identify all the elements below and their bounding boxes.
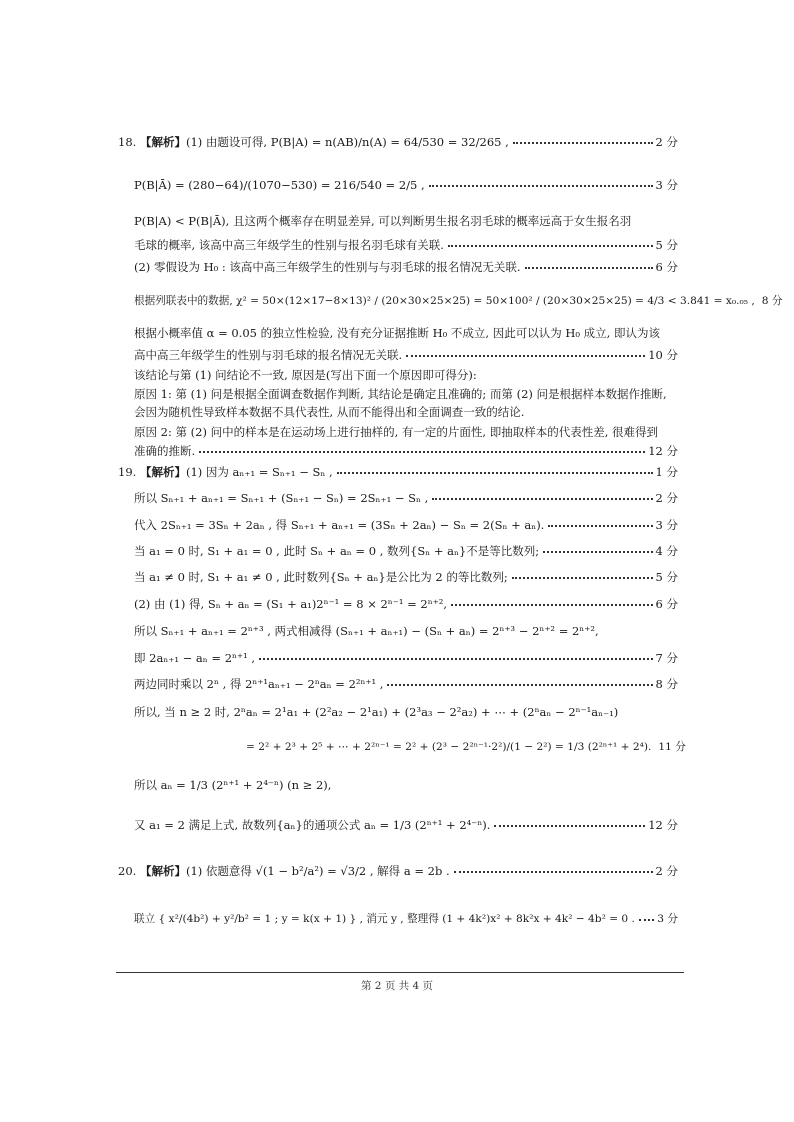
leader-dots xyxy=(639,918,654,921)
q19-line-7: 所以 Sₙ₊₁ + aₙ₊₁ = 2ⁿ⁺³ , 两式相减得 (Sₙ₊₁ + aₙ₊₁) − (Sₙ + aₙ) = 2ⁿ⁺³ − 2ⁿ⁺² = 2ⁿ⁺², xyxy=(134,624,599,638)
q19-line-12: 所以 aₙ = 1/3 (2ⁿ⁺¹ + 2⁴⁻ⁿ) (n ≥ 2), xyxy=(134,778,332,792)
q19-line-11: = 2² + 2³ + 2⁵ + ⋯ + 2²ⁿ⁻¹ = 2² + (2³ − 2²ⁿ⁻¹·2²)/(1 − 2²) = 1/3 (2²ⁿ⁺¹ + 2⁴). 11 分 xyxy=(246,741,686,753)
score: 8 分 xyxy=(761,295,783,307)
footer-divider xyxy=(116,972,684,973)
q18-line-11: 会因为随机性导致样本数据不具代表性, 从而不能得出和全面调查一致的结论. xyxy=(134,405,525,419)
q18-line-12: 原因 2: 第 (2) 问中的样本是在运动场上进行抽样的, 有一定的片面性, 即抽取样本的代表性差, 很难得到 xyxy=(134,425,659,439)
leader-dots xyxy=(406,354,645,357)
score: 11 分 xyxy=(658,741,686,753)
score: 5 分 xyxy=(655,570,678,584)
leader-dots xyxy=(513,141,653,144)
q19-line-3: 代入 2Sₙ₊₁ = 3Sₙ + 2aₙ , 得 Sₙ₊₁ + aₙ₊₁ = (3Sₙ + 2aₙ) − Sₙ = 2(Sₙ + aₙ). 3 分 xyxy=(134,518,678,532)
leader-dots xyxy=(432,497,652,500)
score: 2 分 xyxy=(655,135,678,149)
leader-dots xyxy=(494,824,645,827)
question-number: 20. xyxy=(118,864,137,878)
q18-line-8: 高中高三年级学生的性别与羽毛球的报名情况无关联. 10 分 xyxy=(134,348,678,362)
page-footer: 第 2 页 共 4 页 xyxy=(360,980,434,992)
score: 6 分 xyxy=(655,260,678,274)
q19-line-10: 所以, 当 n ≥ 2 时, 2ⁿaₙ = 2¹a₁ + (2²a₂ − 2¹a₁) + (2³a₃ − 2²a₂) + ⋯ + (2ⁿaₙ − 2ⁿ⁻¹aₙ₋₁) xyxy=(134,705,619,719)
leader-dots xyxy=(448,244,653,247)
question-number: 18. xyxy=(118,135,137,149)
q19-line-13: 又 a₁ = 2 满足上式, 故数列{aₙ}的通项公式 aₙ = 1/3 (2ⁿ⁺¹ + 2⁴⁻ⁿ). 12 分 xyxy=(134,818,678,832)
leader-dots xyxy=(512,576,653,579)
score: 8 分 xyxy=(655,677,678,691)
q19-line-4: 当 a₁ = 0 时, S₁ + a₁ = 0 , 此时 Sₙ + aₙ = 0 , 数列{Sₙ + aₙ}不是等比数列; 4 分 xyxy=(134,544,678,558)
q18-line-7: 根据小概率值 α = 0.05 的独立性检验, 没有充分证据推断 H₀ 不成立, 因此可以认为 H₀ 成立, 即认为该 xyxy=(134,326,660,340)
score: 7 分 xyxy=(655,651,678,665)
leader-dots xyxy=(454,870,653,873)
leader-dots xyxy=(451,603,652,606)
question-number: 19. xyxy=(118,465,137,479)
q18-line-2: P(B|Ā) = (280−64)/(1070−530) = 216/540 = 2/5 , 3 分 xyxy=(134,178,678,192)
leader-dots xyxy=(429,184,653,187)
score: 4 分 xyxy=(655,544,678,558)
q18-line-10: 原因 1: 第 (1) 问是根据全面调查数据作判断, 其结论是确定且准确的; 而第 (2) 问是根据样本数据作推断, xyxy=(134,387,667,401)
score: 10 分 xyxy=(648,348,678,362)
q18-line-5: (2) 零假设为 H₀ : 该高中高三年级学生的性别与与羽毛球的报名情况无关联. 6 分 xyxy=(134,260,678,274)
leader-dots xyxy=(337,471,653,474)
q18-line-9: 该结论与第 (1) 问结论不一致, 原因是(写出下面一个原因即可得分): xyxy=(134,368,477,382)
q18-line-4: 毛球的概率, 该高中高三年级学生的性别与报名羽毛球有关联. 5 分 xyxy=(134,238,678,252)
q19-line-5: 当 a₁ ≠ 0 时, S₁ + a₁ ≠ 0 , 此时数列{Sₙ + aₙ}是公比为 2 的等比数列; 5 分 xyxy=(134,570,678,584)
q19-line-8: 即 2aₙ₊₁ − aₙ = 2ⁿ⁺¹ , 7 分 xyxy=(134,651,678,665)
analysis-tag: 【解析】 xyxy=(139,864,186,878)
q18-line-1: 18. 【解析】(1) 由题设可得, P(B|A) = n(AB)/n(A) = 64/530 = 32/265 , 2 分 xyxy=(118,135,678,149)
score: 12 分 xyxy=(648,818,678,832)
score: 3 分 xyxy=(657,913,678,925)
leader-dots xyxy=(259,657,653,660)
analysis-tag: 【解析】 xyxy=(139,465,186,479)
score: 2 分 xyxy=(655,491,678,505)
q20-line-1: 20. 【解析】(1) 依题意得 √(1 − b²/a²) = √3/2 , 解得 a = 2b . 2 分 xyxy=(118,864,678,878)
q19-line-2: 所以 Sₙ₊₁ + aₙ₊₁ = Sₙ₊₁ + (Sₙ₊₁ − Sₙ) = 2Sₙ₊₁ − Sₙ , 2 分 xyxy=(134,491,678,505)
score: 5 分 xyxy=(655,238,678,252)
q18-line-13: 准确的推断. 12 分 xyxy=(134,444,678,458)
score: 12 分 xyxy=(648,444,678,458)
leader-dots xyxy=(525,266,653,269)
q18-line-6: 根据列联表中的数据, χ² = 50×(12×17−8×13)² / (20×30×25×25) = 50×100² / (20×30×25×25) = 4/3 < 3.841 = x₀.₀₅ , 8 分 xyxy=(134,295,783,307)
leader-dots xyxy=(199,450,645,453)
analysis-tag: 【解析】 xyxy=(139,135,186,149)
score: 3 分 xyxy=(655,178,678,192)
q19-line-1: 19. 【解析】(1) 因为 aₙ₊₁ = Sₙ₊₁ − Sₙ , 1 分 xyxy=(118,465,678,479)
leader-dots xyxy=(548,524,652,527)
leader-dots xyxy=(387,683,652,686)
score: 6 分 xyxy=(655,597,678,611)
leader-dots xyxy=(543,550,652,553)
score: 3 分 xyxy=(655,518,678,532)
score: 2 分 xyxy=(655,864,678,878)
q18-line-3: P(B|A) < P(B|Ā), 且这两个概率存在明显差异, 可以判断男生报名羽毛球的概率远高于女生报名羽 xyxy=(134,214,632,228)
q19-line-9: 两边同时乘以 2ⁿ , 得 2ⁿ⁺¹aₙ₊₁ − 2ⁿaₙ = 2²ⁿ⁺¹ , 8 分 xyxy=(134,677,678,691)
q19-line-6: (2) 由 (1) 得, Sₙ + aₙ = (S₁ + a₁)2ⁿ⁻¹ = 8 × 2ⁿ⁻¹ = 2ⁿ⁺², 6 分 xyxy=(134,597,678,611)
score: 1 分 xyxy=(655,465,678,479)
q20-line-2: 联立 { x²/(4b²) + y²/b² = 1 ; y = k(x + 1) } , 消元 y , 整理得 (1 + 4k²)x² + 8k²x + 4k² − 4b² = 0 . 3 分 xyxy=(134,913,678,925)
